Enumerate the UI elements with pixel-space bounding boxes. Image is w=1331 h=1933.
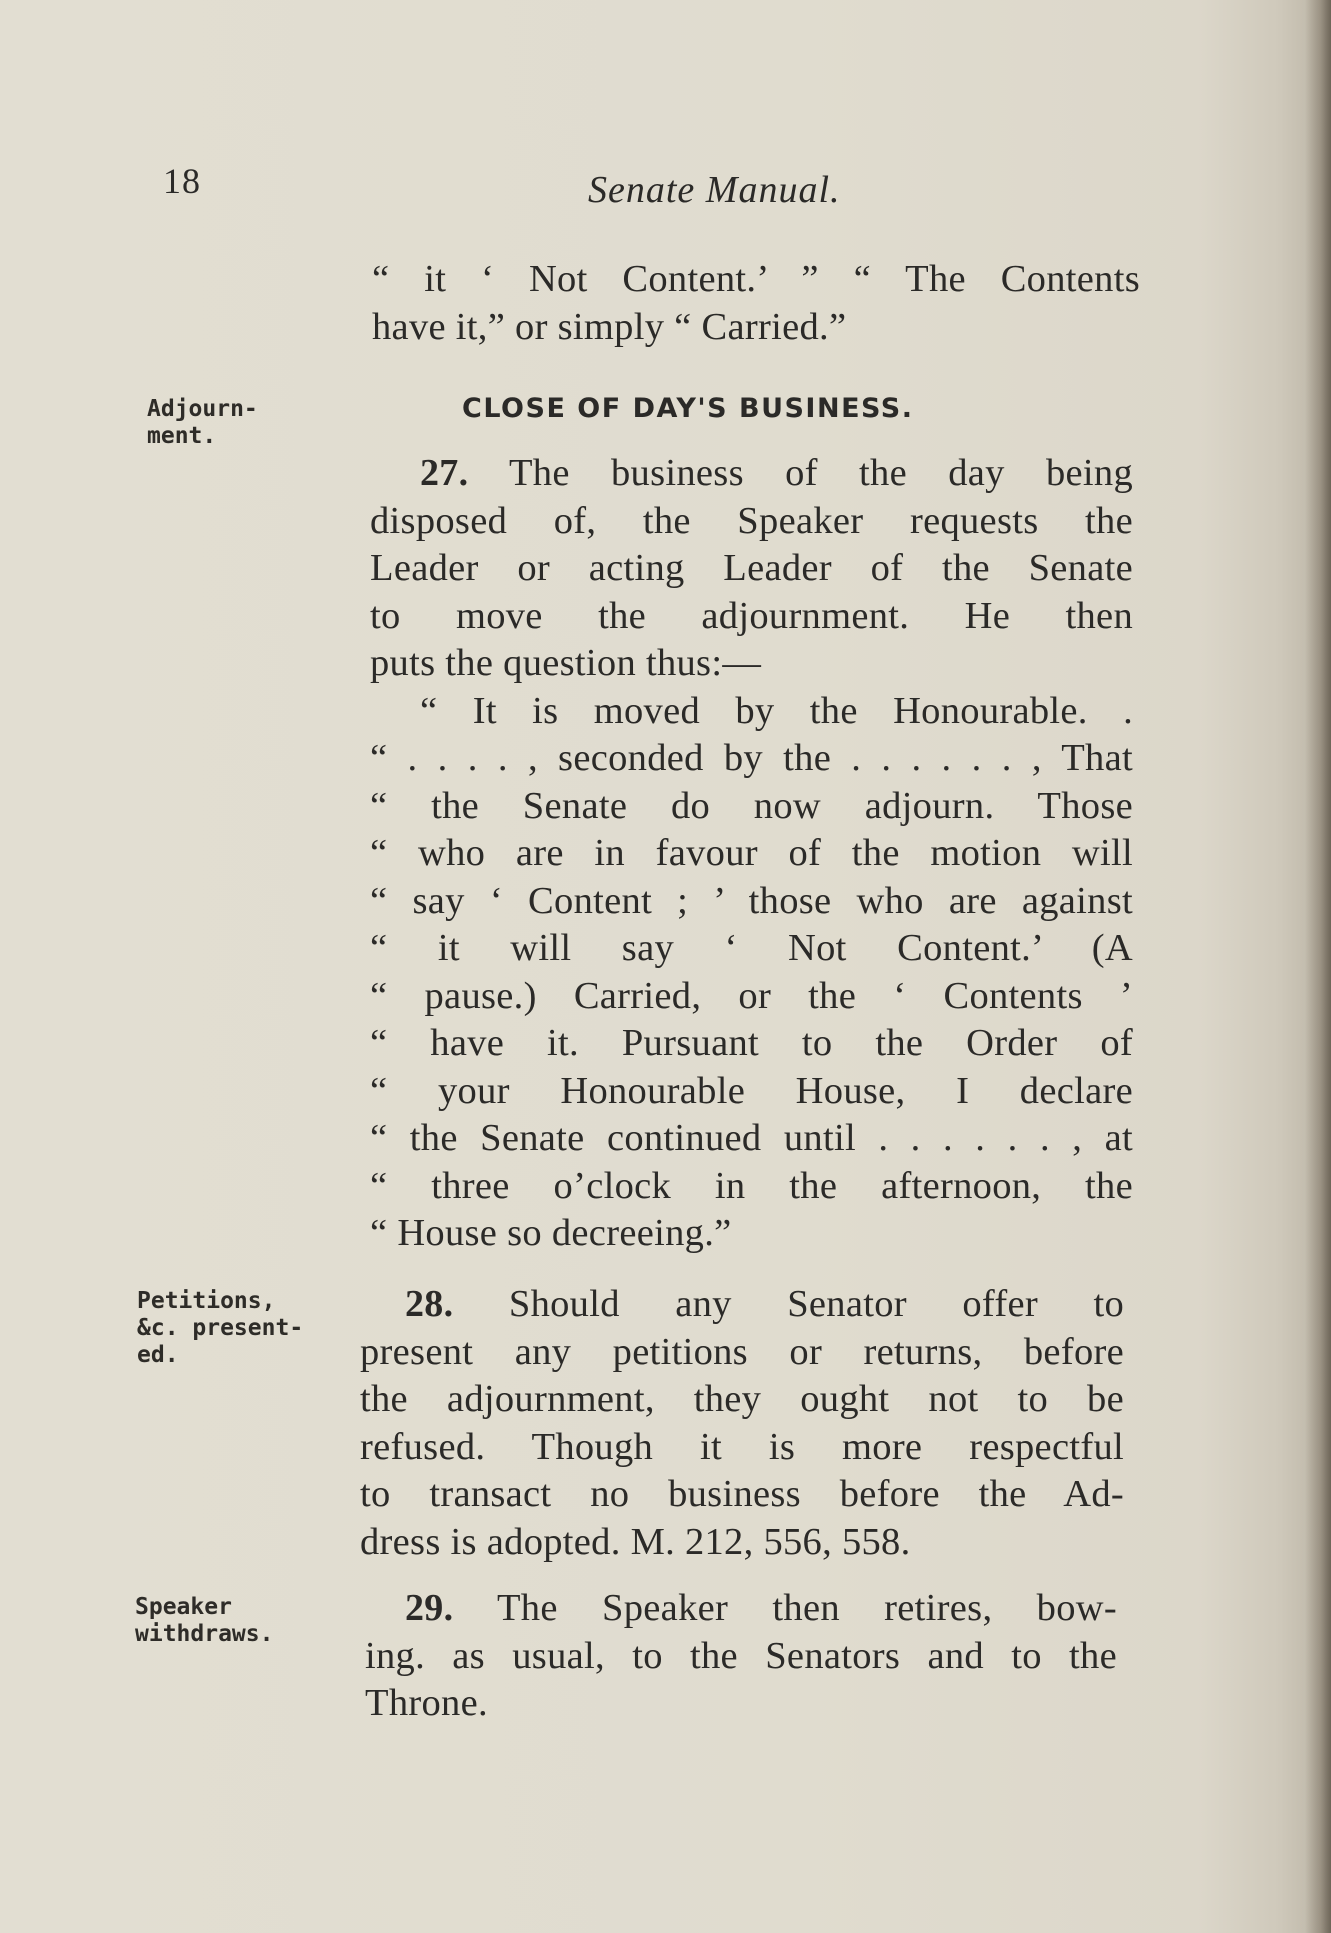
section-heading: CLOSE OF DAY'S BUSINESS. [462,393,914,424]
sidenote-line: withdraws. [135,1621,274,1647]
sidenote-speaker [135,1594,273,1648]
text-line: ing. as usual, to the Senators and to the [365,1634,1117,1677]
paragraph-number: 29. [405,1587,454,1629]
text-line: refused. Though it is more respectful [360,1425,1124,1468]
text-line: Throne. [365,1682,488,1724]
text-segment: The Speaker then retires, bow- [453,1587,1117,1629]
sidenote-adjournment [147,396,258,450]
paragraph-28 [360,1281,1124,1566]
text-line: to transact no business before the Ad- [360,1473,1124,1515]
running-head: Senate Manual. [588,169,841,211]
sidenote-line: Speaker [135,1594,232,1620]
quote-line: “ it will say ‘ Not Content.’ (A [370,927,1133,969]
quote-line: “ say ‘ Content ; ’ those who are against [370,879,1133,922]
sidenote-line: ment. [147,423,217,449]
page-number: 18 [163,161,201,201]
text-line: Leader or acting Leader of the Senate [370,547,1133,589]
text-segment: Should any Senator offer to [453,1283,1124,1325]
sidenote-line: ed. [137,1342,179,1368]
text-line: the adjournment, they ought not to be [360,1378,1124,1420]
text-line: have it,” or simply “ Carried.” [372,305,847,348]
text-segment: The business of the day being [468,452,1133,494]
text-line [365,1585,1117,1633]
quote-line: “ three o’clock in the afternoon, the [370,1164,1133,1207]
quote-line: “ House so decreeing.” [370,1212,732,1254]
paragraph-27 [370,450,1133,1258]
text-line: disposed of, the Speaker requests the [370,499,1133,542]
text-line: present any petitions or returns, before [360,1330,1124,1373]
text-line: puts the question thus:— [370,642,762,684]
sidenote-line: &c. present- [137,1315,304,1341]
sidenote-petitions [137,1288,303,1369]
quote-line: “ your Honourable House, I declare [370,1069,1133,1112]
paragraph-29 [365,1585,1117,1728]
paragraph-number: 27. [420,452,469,494]
text-line [360,1281,1124,1329]
quote-line: “ have it. Pursuant to the Order of [370,1022,1133,1064]
continuation-text [372,256,1140,351]
text-line [370,450,1133,498]
quote-line: “ It is moved by the Honourable. . [420,689,1133,732]
sidenote-line: Adjourn- [147,396,258,422]
quote-line: “ pause.) Carried, or the ‘ Contents ’ [370,974,1133,1017]
text-line: to move the adjournment. He then [370,594,1133,637]
sidenote-line: Petitions, [137,1288,276,1314]
text-line: dress is adopted. M. 212, 556, 558. [360,1520,911,1563]
quote-line: “ . . . . , seconded by the . . . . . . , That [370,737,1133,779]
paragraph-number: 28. [405,1283,454,1325]
quote-line: “ the Senate do now adjourn. Those [370,784,1133,827]
page-binding-shadow [1305,0,1331,1933]
quote-line: “ the Senate continued until . . . . . . , at [370,1117,1133,1159]
quote-line: “ who are in favour of the motion will [370,832,1133,874]
text-line: “ it ‘ Not Content.’ ” “ The Contents [372,258,1140,300]
